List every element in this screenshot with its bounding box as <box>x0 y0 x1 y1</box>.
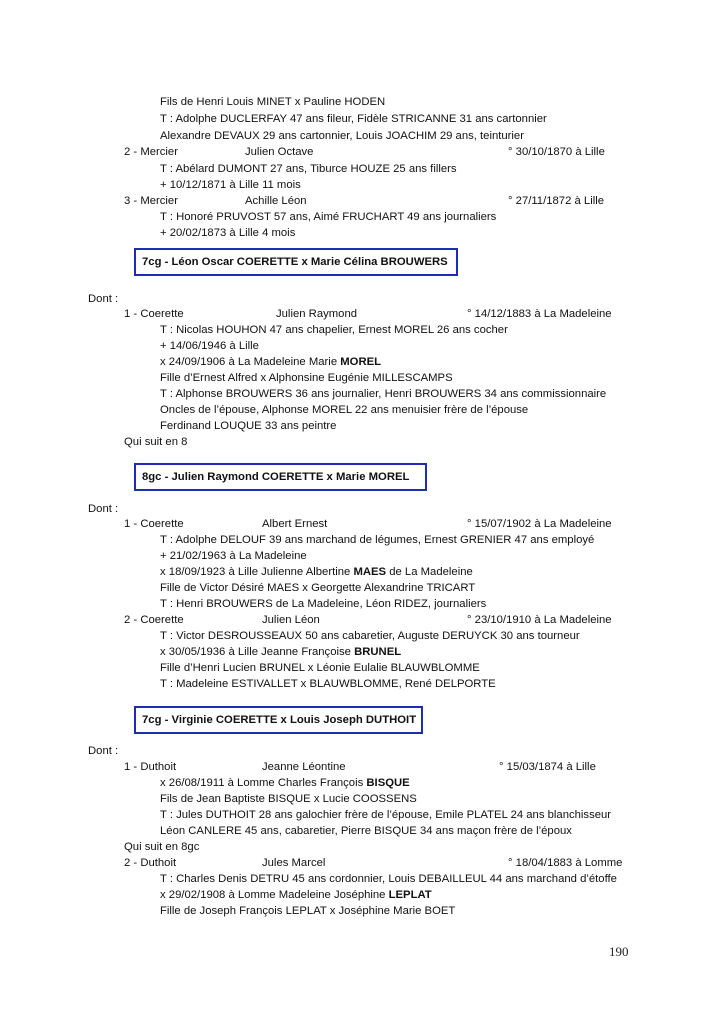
text-line: T : Henri BROUWERS de La Madeleine, Léon RIDEZ, journaliers <box>160 598 487 610</box>
spouse-surname: MAES <box>353 566 387 578</box>
page-number: 190 <box>609 944 629 959</box>
child-name: Albert Ernest <box>262 518 328 530</box>
text-line: + 20/02/1873 à Lille 4 mois <box>160 227 296 239</box>
dont-label: Dont : <box>88 745 119 757</box>
spouse-surname: BRUNEL <box>354 646 402 658</box>
text-line: T : Charles Denis DETRU 45 ans cordonnier, Louis DEBAILLEUL 44 ans marchand d’étoffe <box>160 873 617 885</box>
child-name: Julien Octave <box>245 146 314 158</box>
text-line: T : Madeleine ESTIVALLET x BLAUWBLOMME, René DELPORTE <box>160 678 496 690</box>
text-line: T : Adolphe DUCLERFAY 47 ans fileur, Fidèle STRICANNE 31 ans cartonnier <box>160 113 547 125</box>
child-birth: ° 14/12/1883 à La Madeleine <box>467 308 612 320</box>
marriage-line: x 30/05/1936 à Lille Jeanne Françoise BRUNEL <box>160 646 402 658</box>
child-birth: ° 30/10/1870 à Lille <box>508 146 605 158</box>
text-line: + 14/06/1946 à Lille <box>160 340 259 352</box>
text-line: T : Jules DUTHOIT 28 ans galochier frère de l’épouse, Emile PLATEL 24 ans blanchisseur <box>160 809 612 821</box>
text-line: Fils de Jean Baptiste BISQUE x Lucie COOSSENS <box>160 793 417 805</box>
child-number: 2 - Coerette <box>124 614 184 626</box>
child-birth: ° 18/04/1883 à Lomme <box>508 857 623 869</box>
spouse-surname: BISQUE <box>366 777 410 789</box>
child-number: 3 - Mercier <box>124 195 178 207</box>
section-title-box: 8gc - Julien Raymond COERETTE x Marie MOREL <box>134 463 427 491</box>
child-number: 1 - Coerette <box>124 518 184 530</box>
dont-label: Dont : <box>88 293 119 305</box>
follow-note: Qui suit en 8gc <box>124 841 200 853</box>
text-line: Alexandre DEVAUX 29 ans cartonnier, Louis JOACHIM 29 ans, teinturier <box>160 130 524 142</box>
child-name: Julien Raymond <box>276 308 358 320</box>
child-birth: ° 27/11/1872 à Lille <box>508 195 605 207</box>
child-name: Jules Marcel <box>262 857 326 869</box>
text-line: T : Nicolas HOUHON 47 ans chapelier, Ernest MOREL 26 ans cocher <box>160 324 508 336</box>
marriage-line: x 29/02/1908 à Lomme Madeleine Joséphine LEPLAT <box>160 889 432 901</box>
section-title-box: 7cg - Léon Oscar COERETTE x Marie Célina BROUWERS <box>134 248 458 276</box>
child-birth: ° 15/07/1902 à La Madeleine <box>467 518 612 530</box>
text-line: Fille de Joseph François LEPLAT x Joséphine Marie BOET <box>160 905 456 917</box>
text-line: T : Victor DESROUSSEAUX 50 ans cabaretier, Auguste DERUYCK 30 ans tourneur <box>160 630 580 642</box>
child-number: 1 - Duthoit <box>124 761 177 773</box>
text-line: Léon CANLERE 45 ans, cabaretier, Pierre BISQUE 34 ans maçon frère de l’époux <box>160 825 572 837</box>
child-birth: ° 23/10/1910 à La Madeleine <box>467 614 612 626</box>
child-birth: ° 15/03/1874 à Lille <box>499 761 596 773</box>
marriage-line: x 24/09/1906 à La Madeleine Marie MOREL <box>160 356 382 368</box>
text-line: Ferdinand LOUQUE 33 ans peintre <box>160 420 337 432</box>
child-name: Julien Léon <box>262 614 320 626</box>
text-line: Fille d’Ernest Alfred x Alphonsine Eugénie MILLESCAMPS <box>160 372 453 384</box>
text-line: + 10/12/1871 à Lille 11 mois <box>160 179 301 191</box>
child-number: 1 - Coerette <box>124 308 184 320</box>
text-line: Fils de Henri Louis MINET x Pauline HODEN <box>160 96 386 108</box>
text-line: T : Abélard DUMONT 27 ans, Tiburce HOUZE 25 ans fillers <box>160 163 457 175</box>
child-number: 2 - Duthoit <box>124 857 177 869</box>
text-line: + 21/02/1963 à La Madeleine <box>160 550 307 562</box>
child-name: Achille Léon <box>245 195 307 207</box>
child-number: 2 - Mercier <box>124 146 178 158</box>
text-line: Fille d’Henri Lucien BRUNEL x Léonie Eulalie BLAUWBLOMME <box>160 662 480 674</box>
text-line: Fille de Victor Désiré MAES x Georgette Alexandrine TRICART <box>160 582 476 594</box>
spouse-surname: LEPLAT <box>388 889 432 901</box>
spouse-surname: MOREL <box>340 356 382 368</box>
follow-note: Qui suit en 8 <box>124 436 188 448</box>
child-name: Jeanne Léontine <box>262 761 346 773</box>
text-line: T : Alphonse BROUWERS 36 ans journalier, Henri BROUWERS 34 ans commissionnaire <box>160 388 607 400</box>
marriage-line: x 26/08/1911 à Lomme Charles François BISQUE <box>160 777 410 789</box>
section-title-box: 7cg - Virginie COERETTE x Louis Joseph DUTHOIT <box>134 706 423 734</box>
text-line: Oncles de l’épouse, Alphonse MOREL 22 ans menuisier frère de l’épouse <box>160 404 529 416</box>
text-line: T : Adolphe DELOUF 39 ans marchand de légumes, Ernest GRENIER 47 ans employé <box>160 534 595 546</box>
text-line: T : Honoré PRUVOST 57 ans, Aimé FRUCHART 49 ans journaliers <box>160 211 497 223</box>
marriage-line: x 18/09/1923 à Lille Julienne Albertine MAES de La Madeleine <box>160 566 473 578</box>
dont-label: Dont : <box>88 503 119 515</box>
